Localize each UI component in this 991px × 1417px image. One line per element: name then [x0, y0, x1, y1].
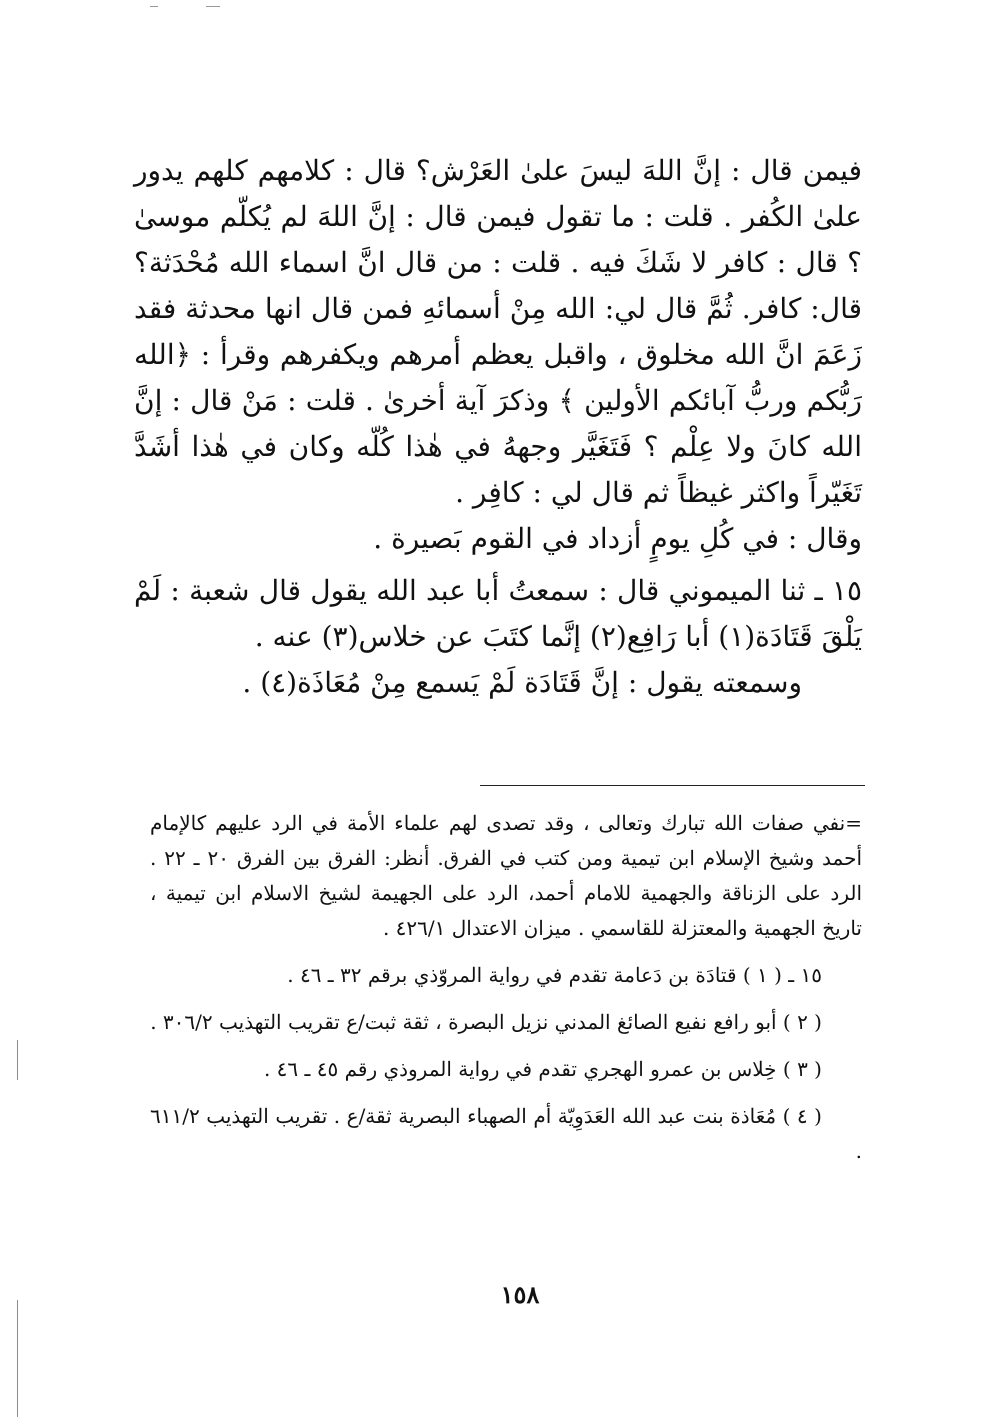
footnote-3: ( ٣ ) خِلاس بن عمرو الهجري تقدم في رواية المروذي رقم ٤٥ ـ ٤٦ . — [263, 1057, 822, 1081]
scan-top-marks — [150, 6, 240, 12]
paragraph-hadith-15-last-line: وسمعته يقول : إنَّ قَتَادَة لَمْ يَسمع مِنْ مُعَاذَة(٤) . — [242, 666, 802, 699]
footnote-4: ( ٤ ) مُعَاذة بنت عبد الله العَدَوِيّة أم الصهباء البصرية ثقة/ع . تقريب التهذيب ٦١١/٢ . — [150, 1104, 862, 1163]
footnote-separator — [480, 785, 865, 786]
footnote-1: ١٥ ـ ( ١ ) قتادَة بن دَعامة تقدم في رواية المروّذي برقم ٣٢ ـ ٤٦ . — [287, 963, 822, 987]
page-number: ١٥٨ — [500, 1280, 540, 1309]
footnote-continued: =نفي صفات الله تبارك وتعالى ، وقد تصدى لهم علماء الأمة في الرد عليهم كالإمام أحمد وشيخ الإسلام ابن تيمية ومن كتب في الفرق. أنظر: الفرق بين الفرق ٢٠ ـ ٢٢ . الرد على الزناقة والجهمية للامام أحمد، الرد على الجهيمة لشيخ الاسلام ابن تيمية ، تاريخ الجهمية والمعتزلة للقاسمي . ميزان الاعتدال ٤٢٦/١ . — [150, 811, 863, 940]
main-text — [134, 148, 862, 706]
paragraph-hadith-15: ١٥ ـ ثنا الميموني قال : سمعتُ أبا عبد الله يقول قال شعبة : لَمْ يَلْقَ قَتَادَة(١) أبا رَافِع(٢) إنَّما كتَبَ عن خلاس(٣) عنه . — [134, 574, 862, 653]
footnote-2: ( ٢ ) أبو رافع نفيع الصائغ المدني نزيل البصرة ، ثقة ثبت/ع تقريب التهذيب ٣٠٦/٢ . — [150, 1010, 822, 1034]
footnotes — [150, 806, 862, 1169]
scan-margin-rule-upper — [17, 1040, 18, 1080]
scan-margin-rule-lower — [17, 1300, 18, 1417]
paragraph-main-last-line: وقال : في كُلِ يومٍ أزداد في القوم بَصيرة . — [373, 522, 862, 555]
paragraph-main: فيمن قال : إنَّ اللهَ ليسَ علىٰ العَرْش؟ قال : كلامهم كلهم يدور علىٰ الكُفر . قلت : ما تقول فيمن قال : إنَّ اللهَ لم يُكلّم موسىٰ ؟ قال : كافر لا شَكَ فيه . قلت : من قال انَّ اسماء الله مُحْدَثة؟ قال: كافر. ثُمَّ قال لي: الله مِنْ أسمائهِ فمن قال انها محدثة فقد زَعَمَ انَّ الله مخلوق ، واقبل يعظم أمرهم ويكفرهم وقرأ : ﴿الله رَبُّكم وربُّ آبائكم الأولين ﴾ وذكرَ آية أخرىٰ . قلت : مَنْ قال : إنَّ الله كانَ ولا عِلْم ؟ فَتَغَيَّر وجههُ في هٰذا كُلّه وكان في هٰذا أشَدَّ تَغَيّراً واكثر غيظاً ثم قال لي : كافِر . — [134, 154, 862, 509]
